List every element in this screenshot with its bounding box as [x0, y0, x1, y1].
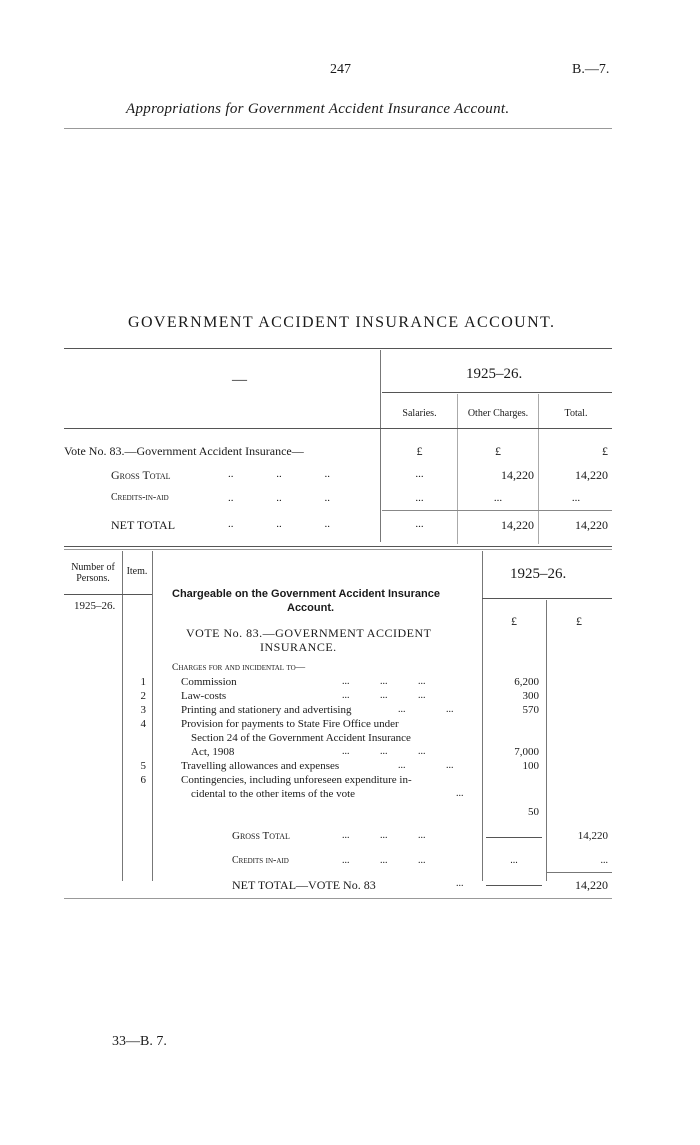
- vote-heading-1: VOTE No. 83.—GOVERNMENT ACCIDENT: [186, 626, 432, 640]
- chargeable-heading-1: Chargeable on the Government Accident Insurance: [172, 588, 440, 600]
- currency-right: £: [576, 614, 582, 628]
- vote-heading-2: INSURANCE.: [260, 640, 337, 654]
- vote-label: Vote No. 83.—Government Accident Insurance—: [64, 444, 304, 458]
- summary-stub: —: [232, 372, 247, 388]
- currency-salaries: £: [416, 444, 423, 458]
- currency-other: £: [495, 444, 501, 458]
- page-footer: 33—B. 7.: [112, 1034, 167, 1049]
- column-item: Item.: [126, 566, 148, 577]
- currency-mid: £: [511, 614, 517, 628]
- document-reference: B.—7.: [572, 62, 610, 77]
- summary-year: 1925–26.: [466, 366, 523, 382]
- currency-total: £: [602, 444, 608, 458]
- chargeable-heading-2: Account.: [287, 602, 335, 614]
- detail-year-right: 1925–26.: [510, 566, 567, 582]
- charges-heading: Charges for and incidental to—: [172, 663, 306, 673]
- column-other-charges: Other Charges.: [467, 408, 529, 419]
- detail-year-left: 1925–26.: [74, 600, 116, 612]
- column-total: Total.: [564, 408, 588, 419]
- column-salaries: Salaries.: [402, 408, 437, 419]
- column-number-of-persons: Number of Persons.: [71, 562, 115, 584]
- running-title: Appropriations for Government Accident Insurance Account.: [126, 101, 510, 117]
- page-title: GOVERNMENT ACCIDENT INSURANCE ACCOUNT.: [128, 314, 556, 331]
